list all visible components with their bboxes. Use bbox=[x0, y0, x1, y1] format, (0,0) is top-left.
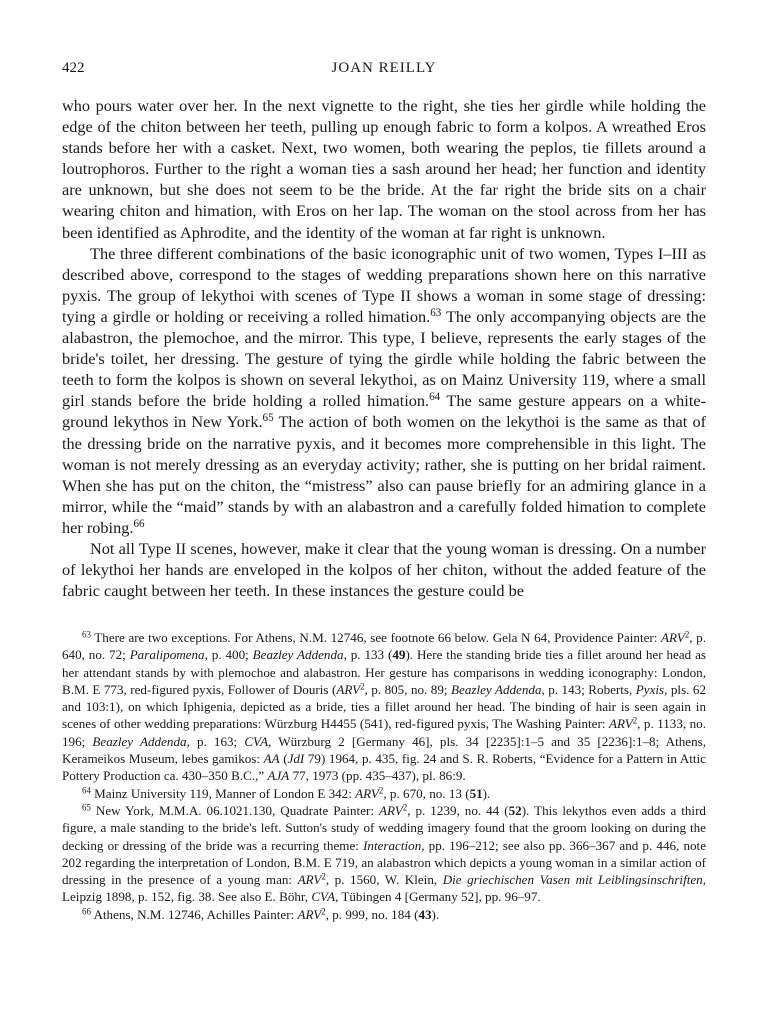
paragraph-2: The three different combinations of the basic iconographic unit of two women, Types I–III as described above, correspond to the stages of wedding preparations shown here on this narrative pyxis. The group of lekythoi with scenes of Type II shows a woman in some stage of dressing: tying a girdle or holding or receiving a rolled himation.$^{63}$ The only accompanying objects are the alabastron, the plemochoe, and the mirror. This type, I believe, represents the early stages of the bride's toilet, her dressing. The gesture of tying the girdle while holding the fabric between the teeth to form the kolpos is shown on several lekythoi, as on Mainz University 119, where a small girl stands before the bride holding a rolled himation.$^{64}$ The same gesture appears on a white-ground lekythos in New York.$^{65}$ The action of both women on the lekythoi is the same as that of the dressing bride on the narrative pyxis, and it becomes more comprehensible in this light. The woman is not merely dressing as an everyday activity; rather, she is putting on her bridal raiment. When she has put on the chiton, the “mistress” also can pause briefly for an admiring glance in a mirror, while the “maid” stands by with an alabastron and a carefully folded himation to complete her robing.$^{66}$ bbox=[62, 243, 707, 537]
footnote-number: 63 bbox=[82, 629, 91, 640]
footnote-ref-66[interactable]: 66 bbox=[133, 517, 145, 530]
footnote-66: $^{66}$ Athens, N.M. 12746, Achilles Painter: ARV$^2$, p. 999, no. 184 (43). bbox=[82, 906, 440, 922]
footnote-64: $^{64}$ Mainz University 119, Manner of London E 342: ARV$^2$, p. 670, no. 13 (51). bbox=[82, 785, 491, 801]
footnote-number: 64 bbox=[82, 785, 91, 796]
footnote-63: $^{63}$ There are two exceptions. For Athens, N.M. 12746, see footnote 66 below. Gela N 64, Providence Painter: ARV$^2$, p. 640, no. 72; Paralipomena, p. 400; Beazley Addenda, p. 133 (49). Here the standing bride ties a fillet around her head as her attendant stands by with plemochoe and alabastron. Her gesture has comparisons in wedding iconography: London, B.M. E 773, red-figured pyxis, Follower of Douris (ARV$^2$, p. 805, no. 89; Beazley Addenda, p. 143; Roberts, Pyxis, pls. 62 and 103:1), on which Iphigenia, depicted as a bride, ties a fillet around her head. The binding of hair is seen again in scenes of other wedding preparations: Würzburg H4455 (541), red-figured pyxis, The Washing Painter: ARV$^2$, p. 1133, no. 196; Beazley Addenda, p. 163; CVA, Würzburg 2 [Germany 46], pls. 34 [2235]:1–5 and 35 [2236]:1–8; Athens, Kerameikos Museum, lebes gamikos: AA (JdI 79) 1964, p. 435, fig. 24 and S. R. Roberts, “Evidence for a Pattern in Attic Pottery Production ca. 430–350 B.C.,” AJA 77, 1973 (pp. 435–437), pl. 86:9. bbox=[62, 629, 707, 784]
footnote-65: $^{65}$ New York, M.M.A. 06.1021.130, Quadrate Painter: ARV$^2$, p. 1239, no. 44 (52). This lekythos even adds a third figure, a male standing to the bride's left. Sutton's study of wedding imagery found that the groom looking on during the decking or dressing of the bride was a recurring theme: Interaction, pp. 196–212; see also pp. 366–367 and p. 446, note 202 regarding the interpretation of London, B.M. E 719, an alabastron which depicts a young woman in a similar action of dressing in the presence of a young man: ARV$^2$, p. 1560, W. Klein, Die griechischen Vasen mit Leiblingsinschriften, Leipzig 1898, p. 152, fig. 38. See also E. Böhr, CVA, Tübingen 4 [Germany 52], pp. 96–97. bbox=[62, 802, 707, 905]
body-text bbox=[62, 95, 706, 601]
footnote-number: 66 bbox=[82, 906, 91, 917]
footnote-ref-64[interactable]: 64 bbox=[429, 391, 441, 404]
running-head: JOAN REILLY bbox=[331, 60, 437, 76]
paragraph-1: who pours water over her. In the next vignette to the right, she ties her girdle while holding the edge of the chiton between her teeth, pulling up enough fabric to form a kolpos. A wreathed Eros stands before her with a casket. Next, two women, both wearing the peplos, tie fillets around a loutrophoros. Further to the right a woman ties a sash around her head; her function and identity are unknown, but she does not seem to be the bride. At the far right the bride sits on a chair wearing chiton and himation, with Eros on her lap. The woman on the stool across from her has been identified as Aphrodite, and the identity of the woman at far right is unknown. bbox=[62, 96, 706, 242]
paragraph-3: Not all Type II scenes, however, make it clear that the young woman is dressing. On a number of lekythoi her hands are enveloped in the kolpos of her chiton, without the added feature of the fabric caught between her teeth. In these instances the gesture could be bbox=[62, 538, 706, 601]
footnotes bbox=[62, 629, 706, 923]
footnote-number: 65 bbox=[82, 802, 91, 813]
page-header bbox=[62, 60, 706, 82]
footnote-ref-65[interactable]: 65 bbox=[262, 412, 274, 425]
footnote-ref-63[interactable]: 63 bbox=[430, 306, 442, 319]
page-number: 422 bbox=[62, 60, 85, 76]
